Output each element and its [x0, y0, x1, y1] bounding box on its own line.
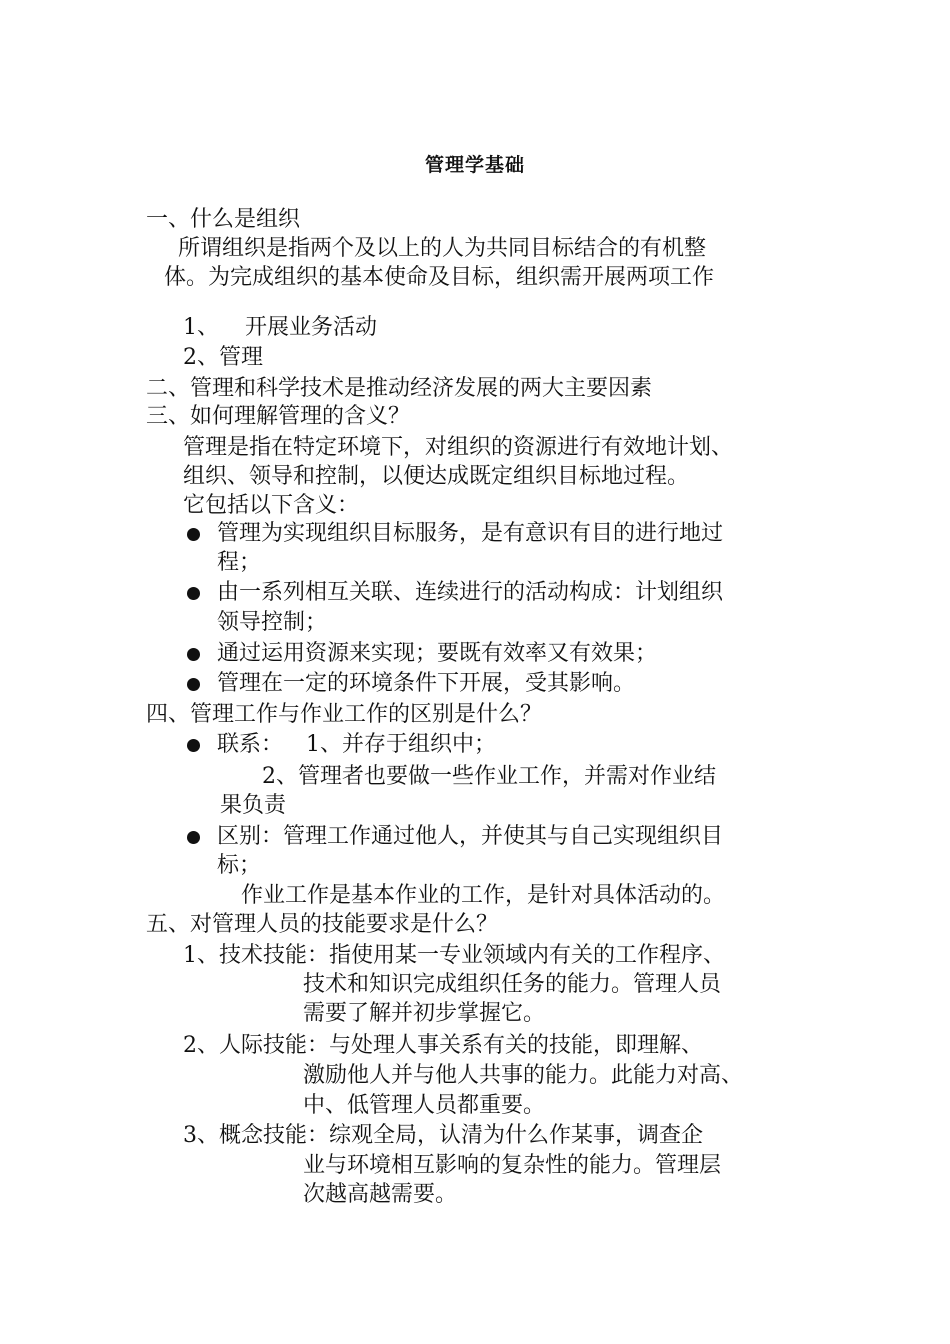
- skill-item: 中、低管理人员都重要。: [303, 1093, 546, 1118]
- bullet-label: 联系：: [217, 732, 284, 757]
- bullet-text: 管理在一定的环境条件下开展，受其影响。: [217, 671, 636, 696]
- bullet-text: 作业工作是基本作业的工作，是针对具体活动的。: [241, 883, 726, 908]
- list-item-text: 开展业务活动: [245, 315, 378, 340]
- bullet-text: 果负责: [220, 793, 287, 818]
- section-heading-3: 三、如何理解管理的含义？: [146, 404, 411, 429]
- section-heading-2: 二、管理和科学技术是推动经济发展的两大主要因素: [146, 376, 653, 401]
- bullet-dot: [187, 831, 200, 844]
- bullet-dot: [187, 648, 200, 661]
- list-item-number: 1、: [183, 315, 219, 340]
- bullet-text: 领导控制；: [217, 610, 328, 635]
- bullet-dot: [187, 587, 200, 600]
- list-item: 2、管理: [183, 345, 263, 370]
- paragraph-line: 所谓组织是指两个及以上的人为共同目标结合的有机整: [178, 236, 707, 261]
- bullet-text: 管理为实现组织目标服务，是有意识有目的进行地过: [217, 521, 724, 546]
- bullet-text: 通过运用资源来实现；要既有效率又有效果；: [217, 641, 658, 666]
- bullet-text: 区别：管理工作通过他人，并使其与自己实现组织目: [217, 824, 724, 849]
- bullet-dot: [187, 678, 200, 691]
- bullet-dot: [187, 739, 200, 752]
- skill-item: 2、人际技能：与处理人事关系有关的技能，即理解、: [183, 1033, 703, 1058]
- page-title: 管理学基础: [424, 154, 525, 176]
- bullet-text: 标；: [217, 853, 262, 878]
- section-heading-4: 四、管理工作与作业工作的区别是什么？: [146, 702, 543, 727]
- bullet-text: 2、管理者也要做一些作业工作，并需对作业结: [262, 764, 716, 789]
- section-heading-5: 五、对管理人员的技能要求是什么？: [146, 912, 499, 937]
- skill-item: 激励他人并与他人共事的能力。此能力对高、: [303, 1063, 744, 1088]
- paragraph-line: 它包括以下含义：: [183, 493, 360, 518]
- bullet-text: 1、并存于组织中；: [306, 732, 496, 757]
- paragraph-line: 管理是指在特定环境下，对组织的资源进行有效地计划、: [183, 435, 734, 460]
- skill-item: 需要了解并初步掌握它。: [303, 1001, 546, 1026]
- bullet-text: 由一系列相互关联、连续进行的活动构成：计划组织: [217, 580, 724, 605]
- section-heading-1: 一、什么是组织: [146, 207, 301, 232]
- bullet-dot: [187, 528, 200, 541]
- paragraph-line: 组织、领导和控制，以便达成既定组织目标地过程。: [183, 464, 690, 489]
- bullet-text: 程；: [217, 550, 262, 575]
- paragraph-line: 体。为完成组织的基本使命及目标，组织需开展两项工作: [164, 265, 715, 290]
- skill-item: 技术和知识完成组织任务的能力。管理人员: [303, 972, 722, 997]
- skill-item: 业与环境相互影响的复杂性的能力。管理层: [303, 1153, 722, 1178]
- skill-item: 1、技术技能：指使用某一专业领域内有关的工作程序、: [183, 943, 725, 968]
- skill-item: 次越高越需要。: [303, 1182, 458, 1207]
- skill-item: 3、概念技能：综观全局，认清为什么作某事，调查企: [183, 1123, 703, 1148]
